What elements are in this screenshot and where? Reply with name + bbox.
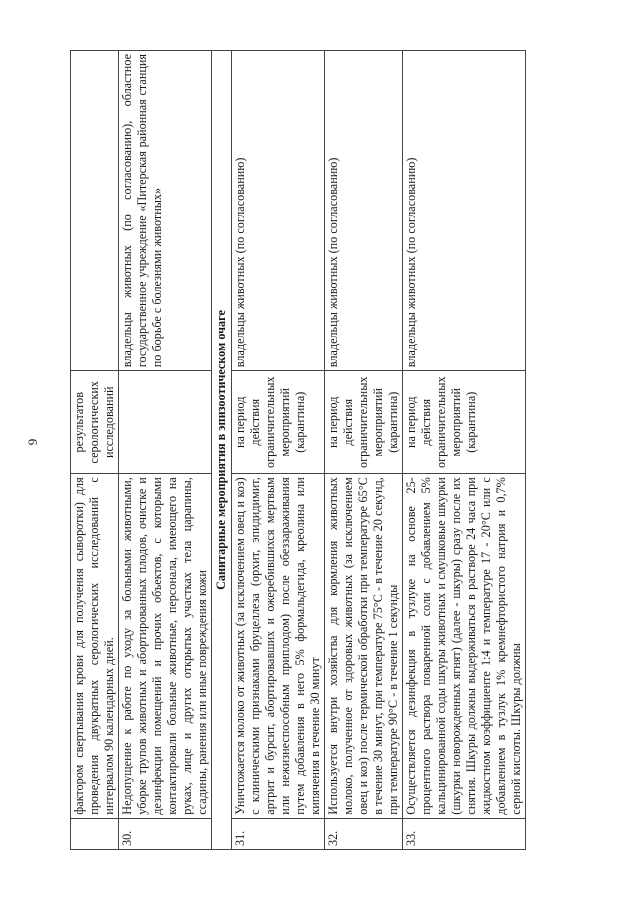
measure-responsible [71,51,119,371]
section-title: Санитарные мероприятия в эпизоотическом очаге [212,51,232,850]
measure-responsible: владельцы животных (по согласованию) [403,51,526,371]
measure-period: на период действия ограничительных мероприятий (карантина) [325,371,403,474]
measure-text: Уничтожается молоко от животных (за исключением овец и коз) с клиническими признаками бруцеллеза (орхит, эпидидимит, артрит и бурсит, абортировавших и ожеребившихся мертвым или нежизнеспособным приплодом) после обеззараживания путем добавления в него 5% формальдегида, креолина или кипячения в течение 30 минут [232,474,325,818]
table-row [325,51,403,850]
measure-text: фактором свертывания крови для получения сыворотки) для проведения двукратных серологических исследований с интервалом 90 календарных дней. [71,474,119,818]
row-number: 32. [325,818,403,849]
measure-text: Используется внутри хозяйства для кормления животных молоко, полученное от здоровых животных (за исключением овец и коз) после термической обработки при температуре 65°С в течение 30 минут, при температуре 75°С - в течение 20 секунд, при температуре 90°С - в течение 1 секунды [325,474,403,818]
measure-period: результатов серологических исследований [71,371,119,474]
table-row [232,51,325,850]
measure-responsible: владельцы животных (по согласованию) [232,51,325,371]
page-number: 9 [25,438,40,446]
measure-responsible: владельцы животных (по согласованию), областное государственное учреждение «Питерская районная станция по борьбе с болезнями животных» [119,51,212,371]
measure-period [119,371,212,474]
measure-period: на период действия ограничительных мероприятий (карантина) [232,371,325,474]
row-number [71,818,119,849]
table-row [403,51,526,850]
row-number: 30. [119,818,212,849]
table-row [119,51,212,850]
row-number: 31. [232,818,325,849]
measures-table [70,50,526,850]
row-number: 33. [403,818,526,849]
section-header-row [212,51,232,850]
table-row [71,51,119,850]
measure-period: на период действия ограничительных мероприятий (карантина) [403,371,526,474]
document-table-container [70,50,615,850]
measure-text: Осуществляется дезинфекция в тузлуке на основе 25-процентного раствора поваренной соли с добавлением 5% кальцинированной соды шкуры животных и смушковые шкурки (шкурки новорожденных ягнят) (далее - шкуры) сразу после их снятия. Шкуры должны выдерживаться в растворе 24 часа при жидкостном коэффициенте 1:4 и температуре 17 - 20°С или с добавлением в тузлук 1% кремнефтористого натрия и 0,7% серной кислоты. Шкуры должны [403,474,526,818]
measure-responsible: владельцы животных (по согласованию) [325,51,403,371]
measure-text: Недопущение к работе по уходу за больными животными, уборке трупов животных и абортированных плодов, очистке и дезинфекции помещений и прочих объектов, с которыми контактировали больные животные, персонала, имеющего на руках, лице и других открытых участках тела царапины, ссадины, ранения или иные повреждения кожи [119,474,212,818]
